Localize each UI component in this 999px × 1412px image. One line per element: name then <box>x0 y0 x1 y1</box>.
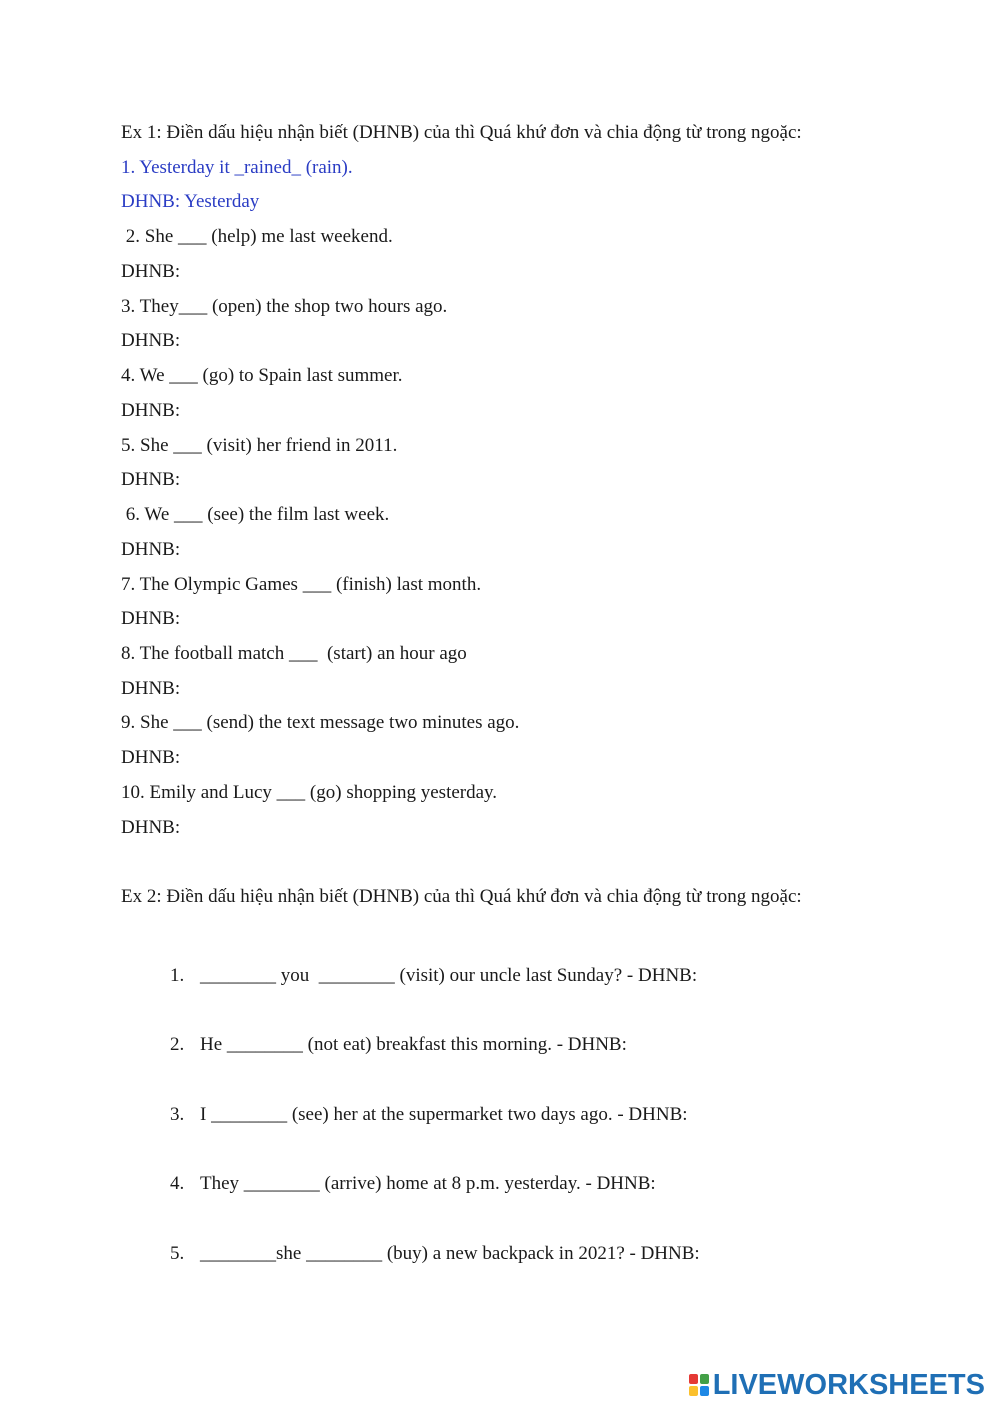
ex1-sentence-3: 3. They___ (open) the shop two hours ago. <box>121 296 448 317</box>
ex1-sentence-10: 10. Emily and Lucy ___ (go) shopping yesterday. <box>121 782 498 803</box>
liveworksheets-logo-mark <box>689 1374 709 1396</box>
logo-mark-tile <box>700 1386 709 1396</box>
ex2-title: Ex 2: Điền dấu hiệu nhận biết (DHNB) của thì Quá khứ đơn và chia động từ trong ngoặc: <box>121 886 802 907</box>
logo-mark-tile <box>689 1386 698 1396</box>
ex2-item-number: 2. <box>170 1034 185 1055</box>
ex1-sentence-9: 9. She ___ (send) the text message two minutes ago. <box>121 712 520 733</box>
ex2-item-4 <box>151 1148 656 1220</box>
ex1-sentence-6: 6. We ___ (see) the film last week. <box>121 504 390 525</box>
ex1-dhnb-2: DHNB: <box>121 261 181 282</box>
ex1-dhnb-6: DHNB: <box>121 539 181 560</box>
ex2-item-number: 1. <box>170 965 185 986</box>
ex1-dhnb-3: DHNB: <box>121 330 181 351</box>
ex2-item-text: I ________ (see) her at the supermarket two days ago. - DHNB: <box>200 1104 688 1125</box>
liveworksheets-logo <box>689 1368 985 1402</box>
liveworksheets-logo-text: LIVEWORKSHEETS <box>712 1368 985 1401</box>
ex1-sentence-5: 5. She ___ (visit) her friend in 2011. <box>121 435 398 456</box>
ex2-item-text: ________she ________ (buy) a new backpack in 2021? - DHNB: <box>200 1243 700 1264</box>
ex2-item-text: They ________ (arrive) home at 8 p.m. yesterday. - DHNB: <box>200 1173 656 1194</box>
ex2-item-5 <box>151 1218 700 1290</box>
ex2-item-number: 5. <box>170 1243 185 1264</box>
ex1-dhnb-4: DHNB: <box>121 400 181 421</box>
ex1-sentence-4: 4. We ___ (go) to Spain last summer. <box>121 365 403 386</box>
ex1-sentence-2: 2. She ___ (help) me last weekend. <box>121 226 393 247</box>
ex1-example-dhnb: DHNB: Yesterday <box>121 191 260 212</box>
ex2-item-2 <box>151 1009 627 1081</box>
logo-mark-tile <box>689 1374 698 1384</box>
ex2-item-3 <box>151 1079 688 1151</box>
ex1-dhnb-10: DHNB: <box>121 817 181 838</box>
ex1-dhnb-8: DHNB: <box>121 678 181 699</box>
ex1-title: Ex 1: Điền dấu hiệu nhận biết (DHNB) của thì Quá khứ đơn và chia động từ trong ngoặc: <box>121 122 802 143</box>
ex2-item-number: 4. <box>170 1173 185 1194</box>
ex2-item-number: 3. <box>170 1104 185 1125</box>
ex1-dhnb-7: DHNB: <box>121 608 181 629</box>
ex1-example-sentence: 1. Yesterday it _rained_ (rain). <box>121 157 353 178</box>
ex2-item-text: He ________ (not eat) breakfast this morning. - DHNB: <box>200 1034 627 1055</box>
ex1-dhnb-5: DHNB: <box>121 469 181 490</box>
ex2-item-text: ________ you ________ (visit) our uncle last Sunday? - DHNB: <box>200 965 698 986</box>
ex2-item-1 <box>151 940 697 1012</box>
logo-mark-tile <box>700 1374 709 1384</box>
ex1-sentence-7: 7. The Olympic Games ___ (finish) last month. <box>121 574 482 595</box>
ex1-dhnb-9: DHNB: <box>121 747 181 768</box>
ex1-sentence-8: 8. The football match ___ (start) an hour ago <box>121 643 467 664</box>
